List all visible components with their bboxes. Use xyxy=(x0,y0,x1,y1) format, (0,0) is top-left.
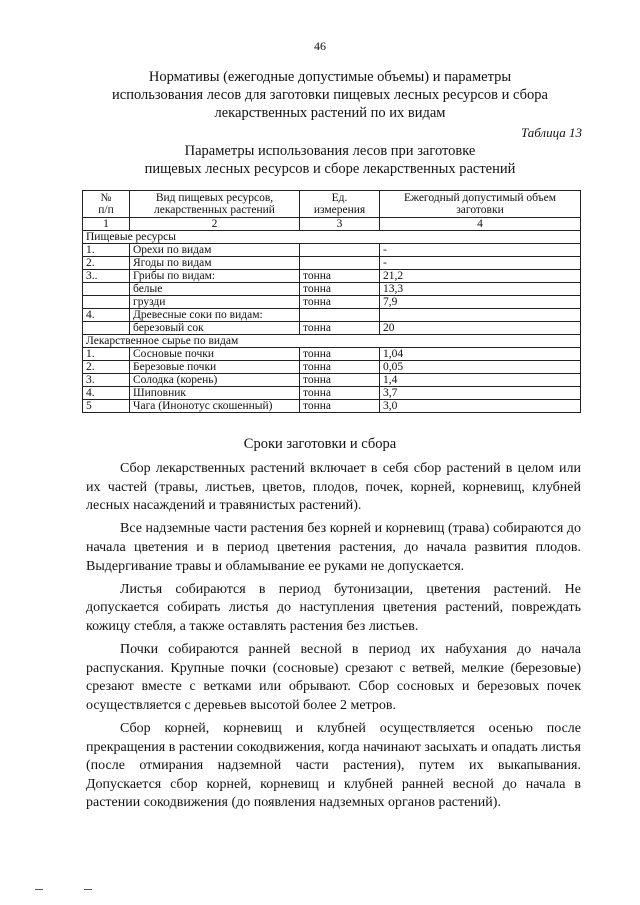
column-number: 3 xyxy=(300,218,380,231)
cell-resource: Чага (Инонотус скошенный) xyxy=(130,400,300,413)
cell-volume: 1,04 xyxy=(380,348,581,361)
table-row xyxy=(83,309,581,322)
table-row xyxy=(83,322,581,335)
table-row xyxy=(83,361,581,374)
parameters-table xyxy=(82,190,581,413)
section-label: Лекарственное сырье по видам xyxy=(83,335,581,348)
cell-resource: березовый сок xyxy=(130,322,300,335)
cell-number: 1. xyxy=(83,244,130,257)
cell-resource: Орехи по видам xyxy=(130,244,300,257)
cell-volume: 3,0 xyxy=(380,400,581,413)
table-section-row xyxy=(83,335,581,348)
cell-volume xyxy=(380,309,581,322)
cell-unit: тонна xyxy=(300,283,380,296)
cell-number xyxy=(83,322,130,335)
cell-volume: 20 xyxy=(380,322,581,335)
table-row xyxy=(83,348,581,361)
body-text xyxy=(86,460,581,818)
cell-number xyxy=(83,283,130,296)
header-text: Вид пищевых ресурсов, xyxy=(155,192,274,204)
header-text: Ежегодный допустимый объем xyxy=(404,192,556,204)
cell-volume: 1,4 xyxy=(380,374,581,387)
header-row xyxy=(83,191,581,218)
cell-volume: 0,05 xyxy=(380,361,581,374)
paragraph: Почки собираются ранней весной в период их набухания до начала распускания. Крупные почки (сосновые) срезают с ветвей, мелкие (березовые) срезают вместе с ветками или обрывают. Сбор сосновых и березовых почек осуществляется с деревьев высотой более 2 метров. xyxy=(86,642,581,713)
cell-unit: тонна xyxy=(300,361,380,374)
heading-line: лекарственных растений по их видам xyxy=(214,105,446,121)
cell-resource: Березовые почки xyxy=(130,361,300,374)
cell-number: 1. xyxy=(83,348,130,361)
paragraph: Сбор корней, корневищ и клубней осуществляется осенью после прекращения в растении сокодвижения, когда начинают засыхать и опадать листья (после отмирания надземной части растения), путем их выкапывания. Допускается сбор корней, корневищ и клубней ранней весной до начала в растении сокодвижения (до появления надземных органов растений). xyxy=(86,721,581,811)
header-text: лекарственных растений xyxy=(154,204,275,216)
cell-volume: - xyxy=(380,257,581,270)
document-heading xyxy=(80,68,580,122)
paragraph: Сбор лекарственных растений включает в себя сбор растений в целом или их частей (травы, листьев, цветов, плодов, почек, корней, корневищ, клубней лесных насаждений и травянистых растений). xyxy=(86,461,581,514)
header-number xyxy=(83,191,130,218)
cell-unit: тонна xyxy=(300,270,380,283)
header-text: измерения xyxy=(313,204,366,216)
footer-mark xyxy=(84,889,92,890)
table-section-row xyxy=(83,231,581,244)
cell-resource: Сосновые почки xyxy=(130,348,300,361)
column-number: 1 xyxy=(83,218,130,231)
table-row xyxy=(83,257,581,270)
table-caption: Таблица 13 xyxy=(520,125,582,140)
cell-unit: тонна xyxy=(300,322,380,335)
table-body xyxy=(83,231,581,413)
table-container xyxy=(82,190,580,413)
cell-resource: Ягоды по видам xyxy=(130,257,300,270)
table-row xyxy=(83,270,581,283)
cell-resource: белые xyxy=(130,283,300,296)
section-heading: Сроки заготовки и сбора xyxy=(243,436,397,452)
cell-number: 5 xyxy=(83,400,130,413)
cell-volume: 13,3 xyxy=(380,283,581,296)
column-number-row xyxy=(83,218,581,231)
paragraph: Все надземные части растения без корней и корневищ (трава) собираются до начала цветения и в период цветения растения, до начала развития плодов. Выдергивание травы и обламывание ее руками не допускается. xyxy=(86,521,581,574)
cell-unit xyxy=(300,244,380,257)
cell-number: 3. xyxy=(83,374,130,387)
heading-line: использования лесов для заготовки пищевых лесных ресурсов и сбора xyxy=(112,87,548,103)
cell-number: 2. xyxy=(83,257,130,270)
paragraph: Листья собираются в период бутонизации, цветения растений. Не допускается собирать листья до наступления цветения растений, повреждать кожицу стебля, а также оставлять растения без листьев. xyxy=(86,581,581,634)
cell-resource: Грибы по видам: xyxy=(130,270,300,283)
cell-resource: Шиповник xyxy=(130,387,300,400)
header-text: № xyxy=(100,192,112,204)
cell-unit xyxy=(300,257,380,270)
table-title-line: Параметры использования лесов при заготовке xyxy=(184,143,476,159)
header-resource-type xyxy=(130,191,300,218)
header-annual-volume xyxy=(380,191,581,218)
cell-number: 4. xyxy=(83,309,130,322)
cell-number xyxy=(83,296,130,309)
section-label: Пищевые ресурсы xyxy=(83,231,581,244)
heading-line: Нормативы (ежегодные допустимые объемы) и параметры xyxy=(148,69,512,85)
header-text: заготовки xyxy=(456,204,504,216)
header-text: п/п xyxy=(98,204,114,216)
table-row xyxy=(83,283,581,296)
cell-number: 2. xyxy=(83,361,130,374)
cell-unit xyxy=(300,309,380,322)
cell-resource: грузди xyxy=(130,296,300,309)
cell-unit: тонна xyxy=(300,348,380,361)
cell-resource: Солодка (корень) xyxy=(130,374,300,387)
table-row xyxy=(83,296,581,309)
table-row xyxy=(83,374,581,387)
cell-unit: тонна xyxy=(300,400,380,413)
cell-unit: тонна xyxy=(300,387,380,400)
footer-mark xyxy=(35,889,43,890)
table-header xyxy=(83,191,581,231)
header-unit xyxy=(300,191,380,218)
header-text: Ед. xyxy=(331,192,348,204)
cell-volume: - xyxy=(380,244,581,257)
cell-unit: тонна xyxy=(300,296,380,309)
column-number: 4 xyxy=(380,218,581,231)
cell-volume: 7,9 xyxy=(380,296,581,309)
cell-number: 3.. xyxy=(83,270,130,283)
table-title-line: пищевых лесных ресурсов и сборе лекарственных растений xyxy=(144,161,516,177)
cell-number: 4. xyxy=(83,387,130,400)
table-title xyxy=(80,142,580,178)
cell-unit: тонна xyxy=(300,374,380,387)
cell-resource: Древесные соки по видам: xyxy=(130,309,300,322)
table-row xyxy=(83,387,581,400)
cell-volume: 3,7 xyxy=(380,387,581,400)
cell-volume: 21,2 xyxy=(380,270,581,283)
page-number: 46 xyxy=(314,39,326,53)
table-row xyxy=(83,400,581,413)
table-row xyxy=(83,244,581,257)
column-number: 2 xyxy=(130,218,300,231)
